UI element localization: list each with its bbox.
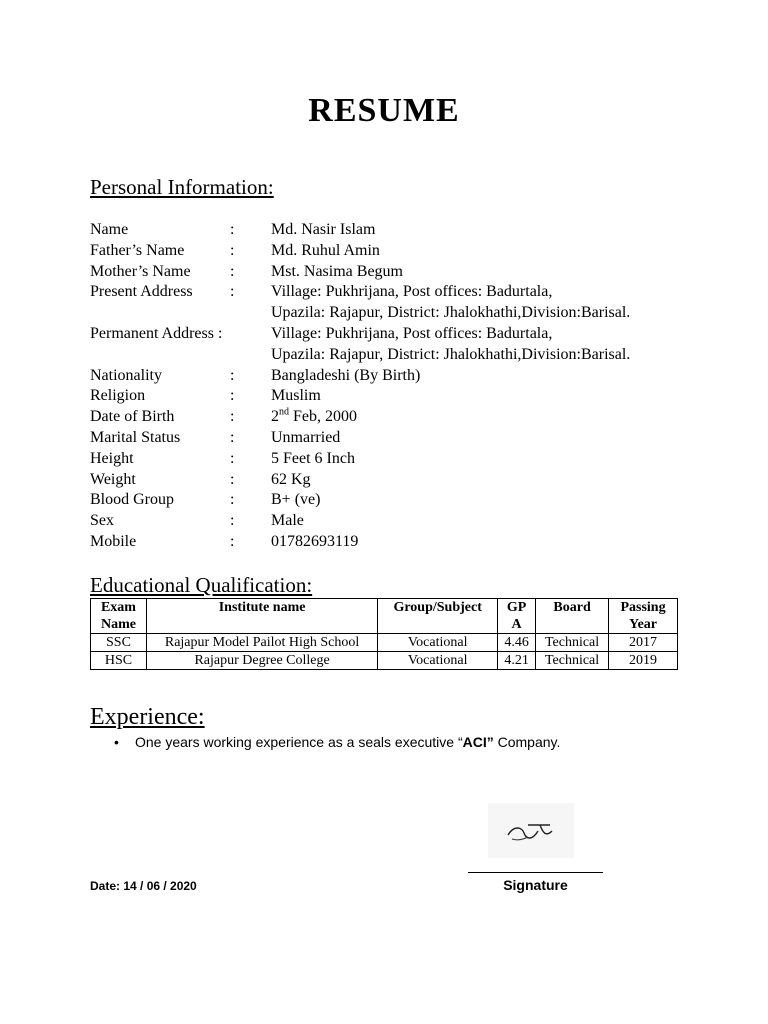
cell-exam: HSC bbox=[91, 652, 147, 670]
dob-rest: Feb, 2000 bbox=[289, 408, 357, 426]
signature-label: Signature bbox=[503, 877, 568, 893]
info-value: 01782693119 bbox=[271, 532, 359, 550]
address-line: Upazila: Rajapur, District: Jhalokhathi,Division:Barisal. bbox=[271, 345, 631, 363]
education-table bbox=[90, 598, 678, 670]
info-value: 62 Kg bbox=[271, 470, 311, 488]
info-label: Mother’s Name bbox=[90, 262, 191, 280]
signature-line bbox=[468, 872, 603, 873]
info-value: 5 Feet 6 Inch bbox=[271, 449, 355, 467]
info-row-dob bbox=[90, 407, 710, 428]
info-row-religion bbox=[90, 386, 710, 407]
cell-gpa: 4.46 bbox=[498, 634, 536, 652]
info-label: Nationality bbox=[90, 366, 162, 384]
column-header-gpa: GP A bbox=[498, 599, 536, 634]
info-value: Md. Nasir Islam bbox=[271, 221, 376, 238]
info-row-blood-group bbox=[90, 490, 710, 511]
experience-heading: Experience: bbox=[90, 704, 205, 730]
info-colon: : bbox=[230, 512, 235, 530]
info-value: Unmarried bbox=[271, 428, 341, 446]
cell-board: Technical bbox=[536, 652, 609, 670]
info-colon: : bbox=[230, 283, 235, 301]
list-item bbox=[90, 734, 560, 750]
info-row-nationality bbox=[90, 366, 710, 387]
personal-info-list bbox=[90, 220, 710, 553]
table-row bbox=[91, 634, 678, 652]
experience-list bbox=[90, 734, 560, 750]
cell-exam: SSC bbox=[91, 634, 147, 652]
info-value: Male bbox=[271, 512, 304, 530]
signature-image bbox=[488, 803, 574, 858]
cell-group: Vocational bbox=[378, 634, 498, 652]
info-row-sex bbox=[90, 511, 710, 532]
info-colon: : bbox=[230, 428, 235, 446]
info-row-height bbox=[90, 449, 710, 470]
info-colon: : bbox=[230, 449, 235, 467]
cell-board: Technical bbox=[536, 634, 609, 652]
info-row-father bbox=[90, 241, 710, 262]
info-label: Religion bbox=[90, 387, 146, 405]
cell-group: Vocational bbox=[378, 652, 498, 670]
dob-day: 2 bbox=[271, 408, 279, 426]
info-row-permanent-address bbox=[90, 324, 710, 366]
info-row-mother bbox=[90, 262, 710, 283]
company-name: ACI” bbox=[462, 734, 494, 750]
info-label: Blood Group bbox=[90, 491, 174, 509]
info-label: Mobile bbox=[90, 532, 137, 550]
info-colon: : bbox=[230, 221, 235, 238]
info-label: Height bbox=[90, 449, 134, 467]
info-colon: : bbox=[230, 241, 235, 259]
table-row bbox=[91, 652, 678, 670]
address-line: Village: Pukhrijana, Post offices: Badurtala, bbox=[271, 324, 553, 342]
cell-institute: Rajapur Model Pailot High School bbox=[146, 634, 377, 652]
column-header-board: Board bbox=[536, 599, 609, 634]
bullet-icon: • bbox=[114, 734, 119, 750]
info-value bbox=[271, 282, 710, 324]
date-label: Date: 14 / 06 / 2020 bbox=[90, 879, 197, 893]
education-heading: Educational Qualification: bbox=[90, 573, 313, 597]
column-header-year: Passing Year bbox=[609, 599, 678, 634]
column-header-institute: Institute name bbox=[146, 599, 377, 634]
resume-title: RESUME bbox=[308, 92, 460, 129]
info-colon: : bbox=[230, 387, 235, 405]
info-colon: : bbox=[230, 408, 235, 426]
dob-ordinal-suffix: nd bbox=[279, 406, 289, 418]
column-header-exam: Exam Name bbox=[91, 599, 147, 634]
info-label: Weight bbox=[90, 470, 136, 488]
cell-institute: Rajapur Degree College bbox=[146, 652, 377, 670]
info-colon: : bbox=[230, 532, 235, 550]
info-label: Sex bbox=[90, 512, 114, 530]
info-label: Father’s Name bbox=[90, 241, 185, 259]
info-colon: : bbox=[230, 262, 235, 280]
info-label: Permanent Address : bbox=[90, 324, 223, 342]
info-colon: : bbox=[230, 366, 235, 384]
cell-gpa: 4.21 bbox=[498, 652, 536, 670]
column-header-group: Group/Subject bbox=[378, 599, 498, 634]
experience-text: One years working experience as a seals executive “ACI” Company. bbox=[135, 734, 561, 750]
info-value: Mst. Nasima Begum bbox=[271, 262, 403, 280]
info-label: Name bbox=[90, 221, 129, 238]
personal-info-heading: Personal Information: bbox=[90, 175, 274, 199]
info-row-mobile bbox=[90, 532, 710, 553]
address-line: Upazila: Rajapur, District: Jhalokhathi,Division:Barisal. bbox=[271, 304, 631, 322]
info-colon: : bbox=[230, 491, 235, 509]
info-label: Date of Birth bbox=[90, 408, 175, 426]
info-colon: : bbox=[230, 470, 235, 488]
address-line: Village: Pukhrijana, Post offices: Badurtala, bbox=[271, 283, 553, 301]
info-label: Present Address bbox=[90, 283, 193, 301]
info-value: Md. Ruhul Amin bbox=[271, 241, 380, 259]
info-row-weight bbox=[90, 470, 710, 491]
info-value bbox=[271, 324, 710, 366]
info-row-marital-status bbox=[90, 428, 710, 449]
cell-year: 2019 bbox=[609, 652, 678, 670]
info-value: B+ (ve) bbox=[271, 491, 321, 509]
table-header-row bbox=[91, 599, 678, 634]
info-label: Marital Status bbox=[90, 428, 181, 446]
info-row-present-address bbox=[90, 282, 710, 324]
info-row-name bbox=[90, 220, 710, 241]
info-value: Bangladeshi (By Birth) bbox=[271, 366, 421, 384]
cell-year: 2017 bbox=[609, 634, 678, 652]
info-value bbox=[271, 407, 710, 428]
info-value: Muslim bbox=[271, 387, 321, 405]
